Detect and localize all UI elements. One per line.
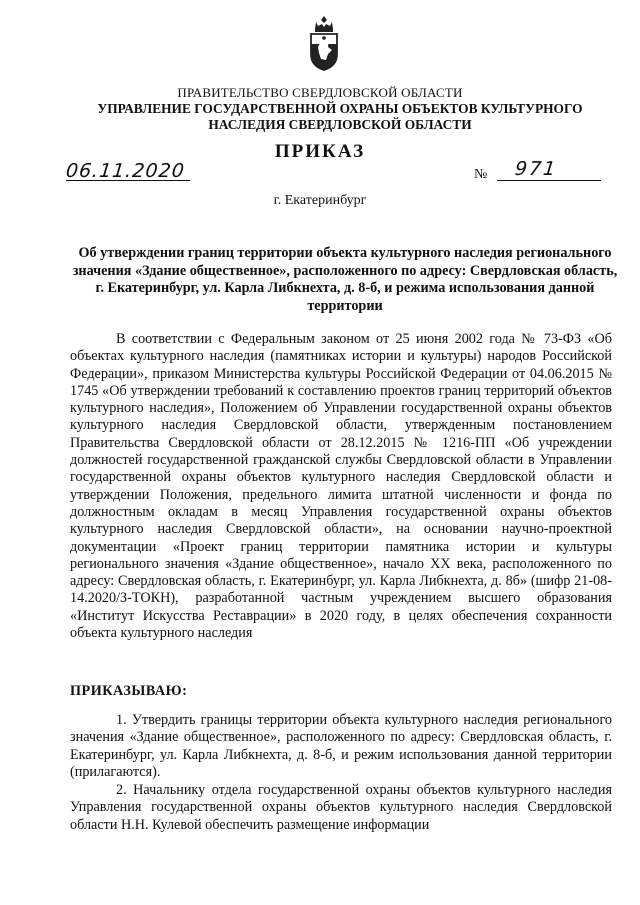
order-heading: ПРИКАЗЫВАЮ: — [70, 683, 188, 699]
number-label: № — [474, 167, 488, 182]
preamble-paragraph: В соответствии с Федеральным законом от 25 июня 2002 года № 73-ФЗ «Об объектах культурного наследия (памятниках истории и культуры) народов Российской Федерации», приказом Министерства культуры Российской Федерации от 04.06.2015 № 1745 «Об утверждении требований к составлению проектов границ территорий объектов культурного наследия», Положением об Управлении государственной охраны объектов культурного наследия Свердловской области, утвержденным постановлением Правительства Свердловской области от 28.12.2015 № 1216-ПП «Об учреждении должностей государственной гражданской службы Свердловской области в Управлении государственной охраны объектов культурного наследия Свердловской области и утверждении Положения, предельного лимита штатной численности и фонда по должностным окладам в месяц Управления государственной охраны объектов культурного наследия Свердловской области», на основании научно-проектной документации «Проект границ территории памятника истории и культуры регионального значения «Здание общественное», начало XX века, расположенного по адресу: Свердловская область, г. Екатеринбург, ул. Карла Либкнехта, д. 8б» (шифр 21-08-14.2020/З-ТОКН), разработанной частным учреждением высшего образования «Институт Искусства Реставрации» в 2020 году, в целях обеспечения сохранности объекта культурного наследия — [70, 331, 612, 642]
city: г. Екатеринбург — [273, 193, 367, 208]
document-type-title: ПРИКАЗ — [274, 141, 366, 162]
sverdlovsk-coat-of-arms-icon — [306, 14, 342, 72]
department-name: УПРАВЛЕНИЕ ГОСУДАРСТВЕННОЙ ОХРАНЫ ОБЪЕКТОВ КУЛЬТУРНОГО НАСЛЕДИЯ СВЕРДЛОВСКОЙ ОБЛАСТИ — [97, 101, 583, 132]
date-underline — [66, 180, 190, 181]
number-underline — [497, 180, 601, 181]
document-subject: Об утверждении границ территории объекта культурного наследия регионального значения «Здание общественное», расположенного по адресу: Свердловская область, г. Екатеринбург, ул. Карла Либкнехта, д. 8-б, и режима использования данной территории — [72, 245, 618, 314]
order-item-1: 1. Утвердить границы территории объекта культурного наследия регионального значения «Здание общественное», расположенного по адресу: Свердловская область, г. Екатеринбург, ул. Карла Либкнехта, д. 8-б, и режим использования данной территории (прилагаются). — [70, 712, 612, 780]
handwritten-date: 06.11.2020 — [64, 160, 186, 182]
government-name: ПРАВИТЕЛЬСТВО СВЕРДЛОВСКОЙ ОБЛАСТИ — [177, 85, 463, 100]
handwritten-number: 971 — [513, 158, 559, 180]
order-item-2: 2. Начальнику отдела государственной охраны объектов культурного наследия Управления государственной охраны объектов культурного наследия Свердловской области Н.Н. Кулевой обеспечить размещение информации — [70, 782, 612, 833]
